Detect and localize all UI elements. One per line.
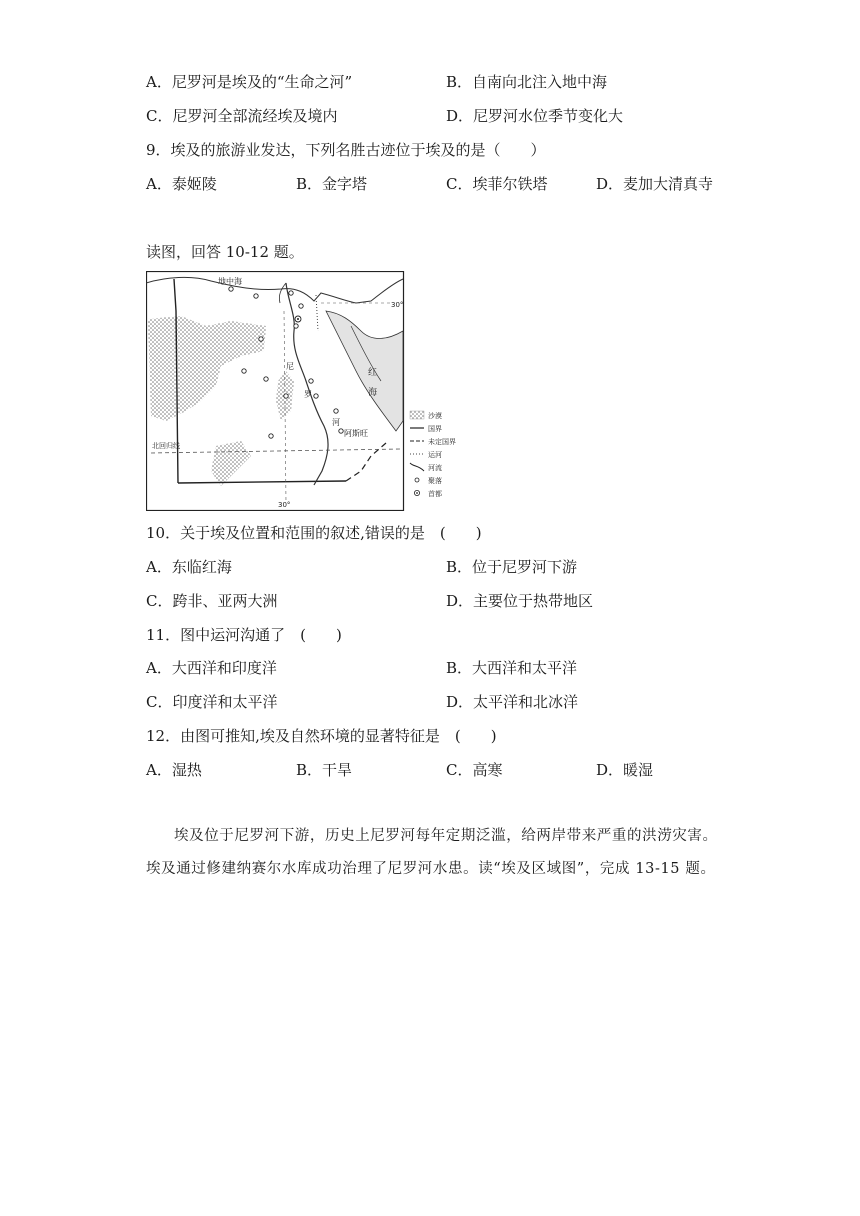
- legend-desert: 沙漠: [428, 412, 442, 420]
- q8-option-a: A．尼罗河是埃及的“生命之河”: [146, 73, 353, 91]
- q11-option-a: A．大西洋和印度洋: [146, 659, 277, 677]
- legend-undetermined: 未定国界: [428, 438, 456, 446]
- q11-option-d: D．太平洋和北冰洋: [446, 693, 579, 711]
- q8-option-d: D．尼罗河水位季节变化大: [446, 107, 624, 125]
- label-lat-30: 30°: [391, 301, 404, 309]
- q12-option-a: A．湿热: [146, 761, 202, 779]
- label-nile-1: 尼: [286, 362, 294, 371]
- passage-line-1: 埃及位于尼罗河下游，历史上尼罗河每年定期泛滥，给两岸带来严重的洪涝灾害。: [174, 828, 718, 844]
- q9-option-c: C．埃菲尔铁塔: [446, 175, 548, 193]
- q8-option-b: B．自南向北注入地中海: [446, 73, 608, 91]
- map-legend: [410, 411, 456, 498]
- q11-option-c: C．印度洋和太平洋: [146, 693, 278, 711]
- label-lon-30: 30°: [278, 501, 291, 509]
- label-nile-2: 罗: [304, 390, 312, 399]
- label-aswan: 阿斯旺: [344, 429, 368, 438]
- q10-option-a: A．东临红海: [146, 558, 232, 576]
- legend-canal: 运河: [428, 451, 442, 459]
- q11-stem: 11．图中运河沟通了 ( ): [146, 626, 342, 644]
- q9-option-b: B．金字塔: [296, 175, 368, 193]
- label-mediterranean: 地中海: [218, 277, 242, 286]
- label-red-sea-1: 红: [368, 368, 378, 378]
- passage-line-2: 埃及通过修建纳赛尔水库成功治理了尼罗河水患。读“埃及区域图”，完成 13-15 题。: [146, 861, 716, 877]
- q9-option-a: A．泰姬陵: [146, 175, 217, 193]
- q10-12-intro: 读图，回答 10-12 题。: [146, 243, 304, 261]
- q9-option-d: D．麦加大清真寺: [596, 175, 714, 193]
- q11-option-b: B．大西洋和太平洋: [446, 659, 578, 677]
- q12-option-b: B．干旱: [296, 761, 353, 779]
- legend-border: 国界: [428, 425, 442, 433]
- q10-option-d: D．主要位于热带地区: [446, 592, 594, 610]
- label-nile-3: 河: [332, 418, 340, 427]
- q12-stem: 12．由图可推知,埃及自然环境的显著特征是 ( ): [146, 727, 497, 745]
- q12-option-c: C．高寒: [446, 761, 503, 779]
- label-red-sea-2: 海: [368, 388, 378, 398]
- q10-stem: 10．关于埃及位置和范围的叙述,错误的是 ( ): [146, 524, 482, 542]
- legend-river: 河流: [428, 464, 442, 472]
- q8-option-c: C．尼罗河全部流经埃及境内: [146, 107, 338, 125]
- label-tropic: 北回归线: [152, 442, 180, 450]
- q12-option-d: D．暖湿: [596, 761, 654, 779]
- egypt-map: [146, 271, 474, 511]
- q10-option-b: B．位于尼罗河下游: [446, 558, 578, 576]
- legend-capital: 首都: [428, 490, 442, 498]
- q10-option-c: C．跨非、亚两大洲: [146, 592, 278, 610]
- q9-stem: 9．埃及的旅游业发达，下列名胜古迹位于埃及的是（ ）: [146, 141, 546, 159]
- legend-settlement: 聚落: [428, 477, 442, 485]
